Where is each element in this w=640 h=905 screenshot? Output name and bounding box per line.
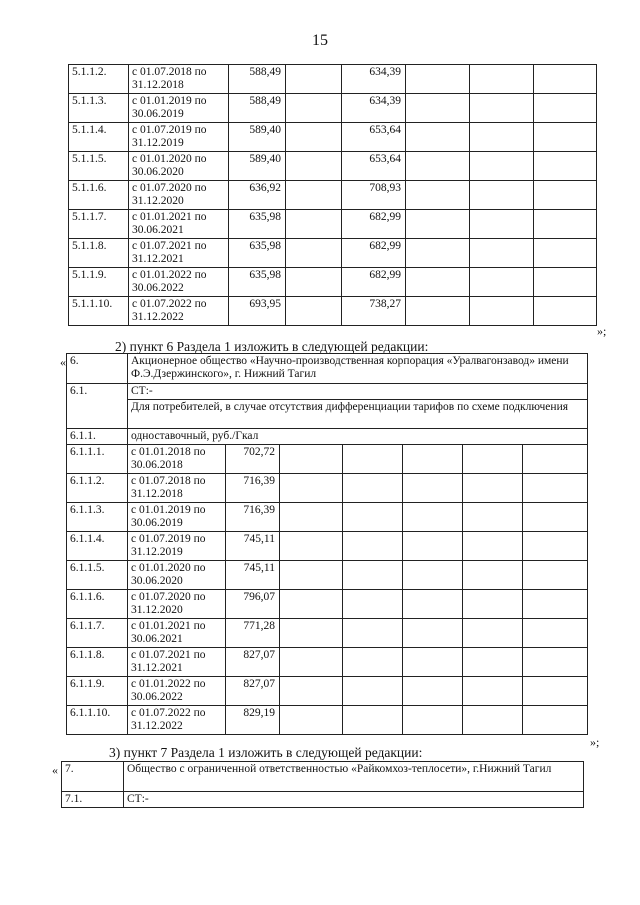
row-code: 5.1.1.3. xyxy=(69,94,129,123)
row-value-1: 635,98 xyxy=(229,268,286,297)
table-row xyxy=(67,619,588,648)
empty-cell xyxy=(470,210,534,239)
row-value-1: 702,72 xyxy=(226,445,280,474)
empty-cell xyxy=(523,561,588,590)
page-number: 15 xyxy=(312,32,328,49)
empty-cell xyxy=(534,210,597,239)
row-value-1: 588,49 xyxy=(229,65,286,94)
empty-cell xyxy=(523,648,588,677)
empty-cell xyxy=(286,181,342,210)
rate-row xyxy=(67,429,588,445)
row-period: с 01.07.2018 по 31.12.2018 xyxy=(128,474,226,503)
empty-cell xyxy=(343,445,403,474)
row-code: 6.1.1.1. xyxy=(67,445,128,474)
empty-cell xyxy=(534,152,597,181)
row-period: с 01.07.2018 по 31.12.2018 xyxy=(129,65,229,94)
empty-cell xyxy=(523,619,588,648)
section-heading-2: 2) пункт 6 Раздела 1 изложить в следующей редакции: xyxy=(115,339,429,354)
empty-cell xyxy=(343,619,403,648)
row-value-2: 634,39 xyxy=(342,65,406,94)
empty-cell xyxy=(286,123,342,152)
row-value-2: 708,93 xyxy=(342,181,406,210)
row-code: 5.1.1.7. xyxy=(69,210,129,239)
row-period: с 01.01.2020 по 30.06.2020 xyxy=(128,561,226,590)
empty-cell xyxy=(343,677,403,706)
table-row xyxy=(69,181,597,210)
table-row xyxy=(69,239,597,268)
row-code: 6.1.1.7. xyxy=(67,619,128,648)
empty-cell xyxy=(280,706,343,735)
table-row xyxy=(67,706,588,735)
empty-cell xyxy=(280,677,343,706)
row-period: с 01.01.2019 по 30.06.2019 xyxy=(128,503,226,532)
st-code: 6.1. xyxy=(67,384,128,429)
row-value-2: 738,27 xyxy=(342,297,406,326)
table-row xyxy=(67,561,588,590)
row-period: с 01.01.2020 по 30.06.2020 xyxy=(129,152,229,181)
row-code: 6.1.1.4. xyxy=(67,532,128,561)
row-value-2: 682,99 xyxy=(342,268,406,297)
empty-cell xyxy=(403,648,463,677)
empty-cell xyxy=(463,474,523,503)
empty-cell xyxy=(280,648,343,677)
table-row xyxy=(67,590,588,619)
row-code: 5.1.1.9. xyxy=(69,268,129,297)
empty-cell xyxy=(523,677,588,706)
empty-cell xyxy=(470,297,534,326)
row-value-1: 589,40 xyxy=(229,123,286,152)
empty-cell xyxy=(406,123,470,152)
table-row xyxy=(69,152,597,181)
empty-cell xyxy=(523,532,588,561)
row-code: 5.1.1.2. xyxy=(69,65,129,94)
row-code: 6.1.1.2. xyxy=(67,474,128,503)
org-code: 7. xyxy=(62,762,124,792)
empty-cell xyxy=(280,561,343,590)
consumers-row xyxy=(67,400,588,429)
empty-cell xyxy=(343,474,403,503)
st-label: СТ:- xyxy=(128,384,588,400)
row-period: с 01.07.2022 по 31.12.2022 xyxy=(129,297,229,326)
row-period: с 01.01.2021 по 30.06.2021 xyxy=(129,210,229,239)
empty-cell xyxy=(280,445,343,474)
row-value-1: 635,98 xyxy=(229,210,286,239)
row-value-1: 771,28 xyxy=(226,619,280,648)
empty-cell xyxy=(286,268,342,297)
row-value-1: 796,07 xyxy=(226,590,280,619)
table-row xyxy=(67,474,588,503)
empty-cell xyxy=(403,503,463,532)
empty-cell xyxy=(343,532,403,561)
empty-cell xyxy=(406,94,470,123)
table-row xyxy=(67,445,588,474)
empty-cell xyxy=(463,706,523,735)
st-row xyxy=(67,384,588,400)
row-code: 6.1.1.9. xyxy=(67,677,128,706)
empty-cell xyxy=(523,474,588,503)
row-code: 6.1.1.5. xyxy=(67,561,128,590)
empty-cell xyxy=(343,561,403,590)
empty-cell xyxy=(406,239,470,268)
empty-cell xyxy=(286,65,342,94)
row-period: с 01.07.2020 по 31.12.2020 xyxy=(129,181,229,210)
row-period: с 01.07.2019 по 31.12.2019 xyxy=(128,532,226,561)
empty-cell xyxy=(463,503,523,532)
rate-code: 6.1.1. xyxy=(67,429,128,445)
row-value-1: 716,39 xyxy=(226,474,280,503)
org-row xyxy=(67,354,588,384)
row-value-2: 682,99 xyxy=(342,210,406,239)
row-code: 5.1.1.8. xyxy=(69,239,129,268)
empty-cell xyxy=(470,181,534,210)
row-code: 5.1.1.4. xyxy=(69,123,129,152)
row-period: с 01.07.2019 по 31.12.2019 xyxy=(129,123,229,152)
row-period: с 01.07.2021 по 31.12.2021 xyxy=(128,648,226,677)
empty-cell xyxy=(343,503,403,532)
row-value-2: 682,99 xyxy=(342,239,406,268)
empty-cell xyxy=(463,648,523,677)
org-row xyxy=(62,762,584,792)
row-value-1: 829,19 xyxy=(226,706,280,735)
row-period: с 01.01.2021 по 30.06.2021 xyxy=(128,619,226,648)
row-value-1: 716,39 xyxy=(226,503,280,532)
empty-cell xyxy=(523,503,588,532)
table-row xyxy=(67,677,588,706)
row-value-1: 745,11 xyxy=(226,532,280,561)
table-row xyxy=(69,94,597,123)
empty-cell xyxy=(286,94,342,123)
empty-cell xyxy=(470,239,534,268)
st-label: СТ:- xyxy=(124,792,584,808)
row-value-1: 636,92 xyxy=(229,181,286,210)
table-row xyxy=(69,268,597,297)
empty-cell xyxy=(286,297,342,326)
table-row xyxy=(69,65,597,94)
org-name: Акционерное общество «Научно-производственная корпорация «Уралвагонзавод» имени Ф.Э.Дзержинского», г. Нижний Тагил xyxy=(128,354,588,384)
row-code: 6.1.1.6. xyxy=(67,590,128,619)
empty-cell xyxy=(463,619,523,648)
empty-cell xyxy=(534,65,597,94)
table-row xyxy=(69,297,597,326)
consumers-note: Для потребителей, в случае отсутствия дифференциации тарифов по схеме подключения xyxy=(128,400,588,429)
st-code: 7.1. xyxy=(62,792,124,808)
close-quote-1: »; xyxy=(597,324,607,338)
org-code: 6. xyxy=(67,354,128,384)
table-row xyxy=(69,123,597,152)
open-quote-2: « xyxy=(60,355,66,369)
table-row xyxy=(67,648,588,677)
empty-cell xyxy=(406,181,470,210)
row-period: с 01.01.2022 по 30.06.2022 xyxy=(128,677,226,706)
empty-cell xyxy=(534,239,597,268)
open-quote-3: « xyxy=(52,763,58,777)
row-period: с 01.01.2018 по 30.06.2018 xyxy=(128,445,226,474)
empty-cell xyxy=(403,445,463,474)
empty-cell xyxy=(280,474,343,503)
empty-cell xyxy=(343,590,403,619)
section-heading-3: 3) пункт 7 Раздела 1 изложить в следующей редакции: xyxy=(109,745,423,760)
row-value-2: 634,39 xyxy=(342,94,406,123)
row-period: с 01.07.2022 по 31.12.2022 xyxy=(128,706,226,735)
row-period: с 01.07.2020 по 31.12.2020 xyxy=(128,590,226,619)
org-name: Общество с ограниченной ответственностью «Райкомхоз-теплосети», г.Нижний Тагил xyxy=(124,762,584,792)
empty-cell xyxy=(470,268,534,297)
row-code: 5.1.1.5. xyxy=(69,152,129,181)
empty-cell xyxy=(280,503,343,532)
row-period: с 01.07.2021 по 31.12.2021 xyxy=(129,239,229,268)
empty-cell xyxy=(523,590,588,619)
empty-cell xyxy=(470,123,534,152)
empty-cell xyxy=(534,123,597,152)
row-code: 6.1.1.8. xyxy=(67,648,128,677)
tariff-table-7 xyxy=(61,761,584,808)
table-row xyxy=(69,210,597,239)
empty-cell xyxy=(470,94,534,123)
empty-cell xyxy=(470,152,534,181)
empty-cell xyxy=(534,297,597,326)
empty-cell xyxy=(463,445,523,474)
close-quote-2: »; xyxy=(590,735,600,749)
row-period: с 01.01.2022 по 30.06.2022 xyxy=(129,268,229,297)
empty-cell xyxy=(280,532,343,561)
empty-cell xyxy=(463,590,523,619)
empty-cell xyxy=(534,94,597,123)
empty-cell xyxy=(343,648,403,677)
row-value-1: 827,07 xyxy=(226,648,280,677)
row-code: 6.1.1.10. xyxy=(67,706,128,735)
empty-cell xyxy=(463,677,523,706)
empty-cell xyxy=(286,210,342,239)
empty-cell xyxy=(406,297,470,326)
row-value-2: 653,64 xyxy=(342,152,406,181)
table-row xyxy=(67,503,588,532)
empty-cell xyxy=(523,445,588,474)
row-code: 5.1.1.6. xyxy=(69,181,129,210)
empty-cell xyxy=(534,181,597,210)
empty-cell xyxy=(463,561,523,590)
empty-cell xyxy=(343,706,403,735)
st-row xyxy=(62,792,584,808)
empty-cell xyxy=(286,152,342,181)
row-value-1: 693,95 xyxy=(229,297,286,326)
empty-cell xyxy=(403,706,463,735)
row-value-1: 745,11 xyxy=(226,561,280,590)
empty-cell xyxy=(406,210,470,239)
tariff-table-6 xyxy=(66,353,588,735)
row-code: 6.1.1.3. xyxy=(67,503,128,532)
empty-cell xyxy=(403,619,463,648)
rate-label: одноставочный, руб./Гкал xyxy=(128,429,588,445)
empty-cell xyxy=(406,152,470,181)
tariff-table-5 xyxy=(68,64,597,326)
row-code: 5.1.1.10. xyxy=(69,297,129,326)
row-value-1: 588,49 xyxy=(229,94,286,123)
empty-cell xyxy=(534,268,597,297)
row-value-2: 653,64 xyxy=(342,123,406,152)
empty-cell xyxy=(403,474,463,503)
empty-cell xyxy=(286,239,342,268)
empty-cell xyxy=(403,532,463,561)
empty-cell xyxy=(280,590,343,619)
empty-cell xyxy=(470,65,534,94)
empty-cell xyxy=(403,677,463,706)
table-row xyxy=(67,532,588,561)
row-period: с 01.01.2019 по 30.06.2019 xyxy=(129,94,229,123)
empty-cell xyxy=(406,268,470,297)
row-value-1: 827,07 xyxy=(226,677,280,706)
row-value-1: 589,40 xyxy=(229,152,286,181)
row-value-1: 635,98 xyxy=(229,239,286,268)
empty-cell xyxy=(523,706,588,735)
empty-cell xyxy=(403,561,463,590)
empty-cell xyxy=(406,65,470,94)
empty-cell xyxy=(280,619,343,648)
empty-cell xyxy=(463,532,523,561)
empty-cell xyxy=(403,590,463,619)
